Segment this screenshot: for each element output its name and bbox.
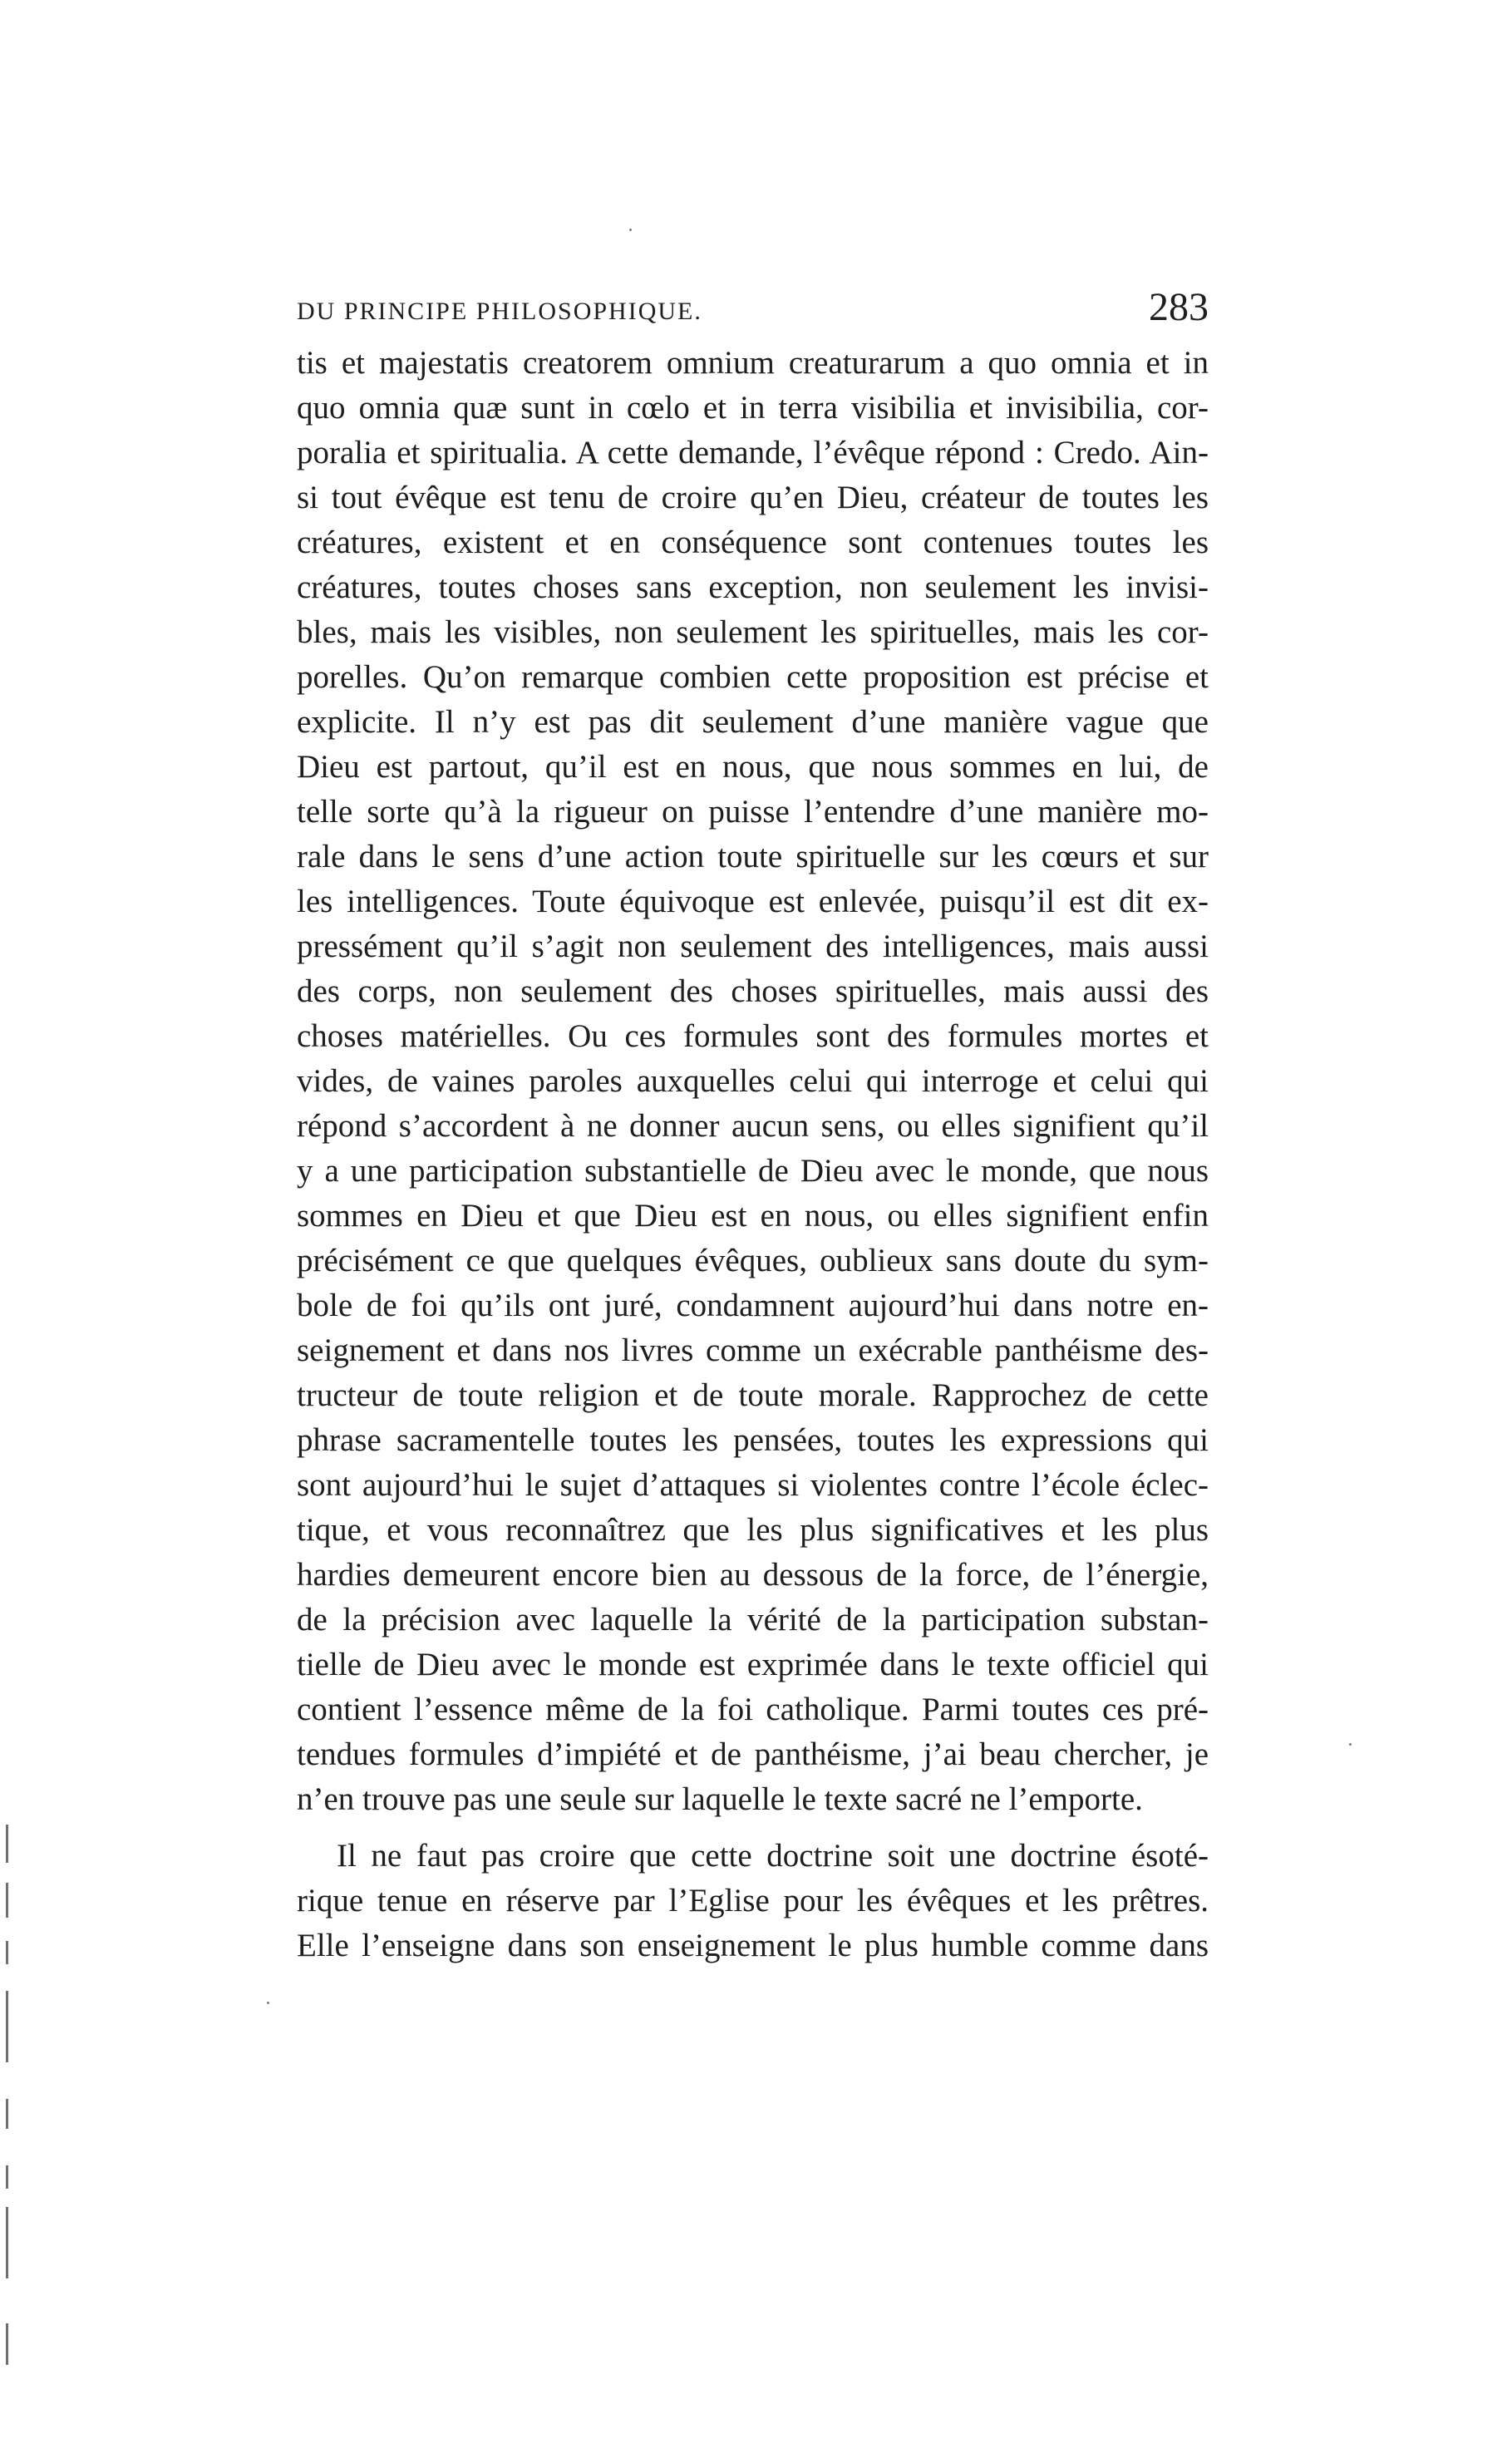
- scan-speck: [267, 2002, 269, 2004]
- text-line: pressément qu’il s’agit non seulement des intelligences, mais aussi: [297, 928, 1209, 964]
- text-line: n’en trouve pas une seule sur laquelle le texte sacré ne l’emporte.: [297, 1781, 1143, 1817]
- scan-margin-mark: [6, 2165, 8, 2189]
- text-line: tendues formules d’impiété et de panthéisme, j’ai beau chercher, je: [297, 1736, 1209, 1772]
- text-line: si tout évêque est tenu de croire qu’en Dieu, créateur de toutes les: [297, 480, 1209, 515]
- running-title: DU PRINCIPE PHILOSOPHIQUE.: [297, 298, 702, 325]
- text-line: Dieu est partout, qu’il est en nous, que nous sommes en lui, de: [297, 749, 1209, 785]
- text-line: poralia et spiritualia. A cette demande, l’évêque répond : Credo. Ain-: [297, 435, 1209, 470]
- text-line: porelles. Qu’on remarque combien cette proposition est précise et: [297, 659, 1209, 695]
- text-line: créatures, toutes choses sans exception, non seulement les invisi-: [297, 569, 1209, 605]
- scan-margin-mark: [6, 1941, 8, 1964]
- scan-margin-mark: [6, 1883, 8, 1918]
- scan-margin-mark: [6, 2323, 8, 2365]
- scan-margin-mark: [6, 2207, 8, 2278]
- text-line: rique tenue en réserve par l’Eglise pour les évêques et les prêtres.: [297, 1883, 1209, 1918]
- text-line: contient l’essence même de la foi catholique. Parmi toutes ces pré-: [297, 1692, 1209, 1727]
- text-line: de la précision avec laquelle la vérité de la participation substan-: [297, 1602, 1209, 1638]
- scan-margin-mark: [6, 2099, 8, 2129]
- text-line: quo omnia quæ sunt in cœlo et in terra visibilia et invisibilia, cor-: [297, 390, 1209, 426]
- text-line: bole de foi qu’ils ont juré, condamnent aujourd’hui dans notre en-: [297, 1288, 1209, 1323]
- text-line: tructeur de toute religion et de toute morale. Rapprochez de cette: [297, 1377, 1209, 1413]
- text-line: Elle l’enseigne dans son enseignement le plus humble comme dans: [297, 1928, 1209, 1963]
- text-line: choses matérielles. Ou ces formules sont des formules mortes et: [297, 1018, 1209, 1054]
- text-line: sont aujourd’hui le sujet d’attaques si violentes contre l’école éclec-: [297, 1467, 1209, 1503]
- text-line: les intelligences. Toute équivoque est enlevée, puisqu’il est dit ex-: [297, 884, 1209, 919]
- text-line: bles, mais les visibles, non seulement les spirituelles, mais les cor-: [297, 614, 1209, 650]
- running-head: [297, 283, 1209, 332]
- body-text: [297, 341, 1209, 1968]
- text-line: créatures, existent et en conséquence sont contenues toutes les: [297, 525, 1209, 560]
- text-line: tique, et vous reconnaîtrez que les plus significatives et les plus: [297, 1512, 1209, 1548]
- scan-speck: [629, 229, 632, 231]
- text-line: hardies demeurent encore bien au dessous de la force, de l’énergie,: [297, 1557, 1209, 1593]
- text-line: phrase sacramentelle toutes les pensées, toutes les expressions qui: [297, 1422, 1209, 1458]
- text-line: répond s’accordent à ne donner aucun sens, ou elles signifient qu’il: [297, 1108, 1209, 1144]
- text-line: tis et majestatis creatorem omnium creaturarum a quo omnia et in: [297, 345, 1209, 381]
- scan-margin-mark: [6, 1825, 8, 1863]
- text-line: seignement et dans nos livres comme un exécrable panthéisme des-: [297, 1332, 1209, 1368]
- text-line: rale dans le sens d’une action toute spirituelle sur les cœurs et sur: [297, 839, 1209, 874]
- text-line: vides, de vaines paroles auxquelles celui qui interroge et celui qui: [297, 1063, 1209, 1099]
- text-line: tielle de Dieu avec le monde est exprimée dans le texte officiel qui: [297, 1647, 1209, 1682]
- text-line: des corps, non seulement des choses spirituelles, mais aussi des: [297, 973, 1209, 1009]
- scan-margin-mark: [6, 1991, 8, 2062]
- text-line: sommes en Dieu et que Dieu est en nous, ou elles signifient enfin: [297, 1198, 1209, 1234]
- page-number: 283: [1149, 285, 1209, 329]
- text-line: y a une participation substantielle de Dieu avec le monde, que nous: [297, 1153, 1209, 1189]
- text-line: précisément ce que quelques évêques, oublieux sans doute du sym-: [297, 1243, 1209, 1278]
- scan-speck: [1349, 1743, 1352, 1746]
- text-line: explicite. Il n’y est pas dit seulement d’une manière vague que: [297, 704, 1209, 740]
- text-line: telle sorte qu’à la rigueur on puisse l’entendre d’une manière mo-: [297, 794, 1209, 830]
- text-line: Il ne faut pas croire que cette doctrine soit une doctrine ésoté-: [337, 1838, 1209, 1874]
